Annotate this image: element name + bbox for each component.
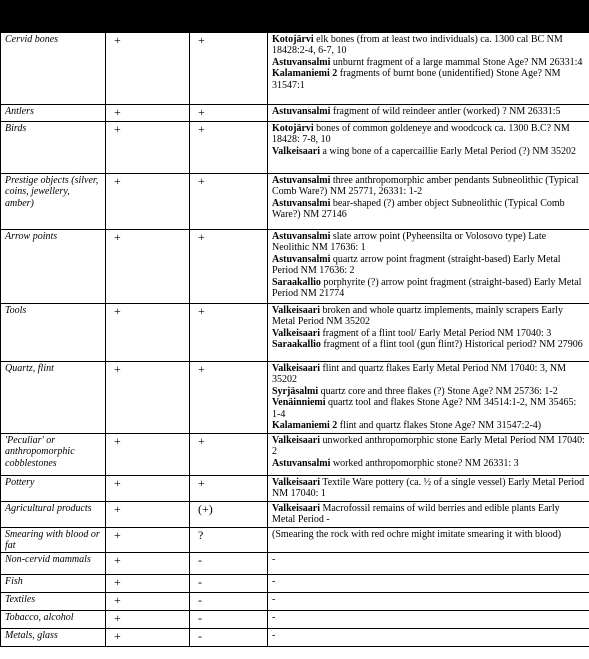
site-name: Astuvansalmi bbox=[272, 106, 331, 117]
category-cell: Antlers bbox=[1, 105, 106, 122]
category-cell: Smearing with blood or fat bbox=[1, 527, 106, 553]
column-2-mark: + bbox=[106, 174, 190, 230]
find-entry bbox=[272, 612, 585, 623]
table-row bbox=[1, 611, 589, 629]
find-description: fragments of burnt bone (unidentified) Stone Age? NM 31547:1 bbox=[272, 68, 561, 91]
category-cell: Textiles bbox=[1, 593, 106, 611]
table-row bbox=[1, 304, 589, 362]
site-name: Kotojärvi bbox=[272, 34, 314, 45]
find-entry bbox=[272, 254, 585, 277]
find-entry bbox=[272, 305, 585, 328]
column-3-mark: + bbox=[190, 476, 268, 502]
find-description: quartz core and three flakes (?) Stone Age? NM 25736: 1-2 bbox=[318, 385, 558, 397]
category-cell: 'Peculiar' or anthropomorphic cobblestones bbox=[1, 434, 106, 476]
find-entry bbox=[272, 328, 585, 339]
column-2-mark: + bbox=[106, 122, 190, 174]
find-description: - bbox=[272, 612, 276, 624]
find-description: - bbox=[272, 576, 276, 588]
find-entry bbox=[272, 503, 585, 526]
category-cell: Metals, glass bbox=[1, 629, 106, 647]
column-2-mark: + bbox=[106, 611, 190, 629]
table-row bbox=[1, 501, 589, 527]
site-name: Valkeisaari bbox=[272, 305, 320, 316]
finds-cell bbox=[268, 362, 589, 434]
site-name: Saraakallio bbox=[272, 339, 321, 351]
category-cell: Arrow points bbox=[1, 230, 106, 304]
column-3-mark: + bbox=[190, 33, 268, 105]
header-cell-category bbox=[1, 1, 106, 33]
find-description: slate arrow point (Pyheensilta or Volosovo type) Late Neolithic NM 17636: 1 bbox=[272, 231, 547, 254]
table-body bbox=[1, 33, 589, 647]
column-2-mark: + bbox=[106, 501, 190, 527]
table-row bbox=[1, 105, 589, 122]
find-entry bbox=[272, 106, 585, 117]
find-description: Textile Ware pottery (ca. ½ of a single vessel) Early Metal Period NM 17040: 1 bbox=[272, 477, 585, 500]
category-cell: Tobacco, alcohol bbox=[1, 611, 106, 629]
site-name: Kotojärvi bbox=[272, 123, 314, 134]
column-2-mark: + bbox=[106, 434, 190, 476]
category-cell: Cervid bones bbox=[1, 33, 106, 105]
find-description: - bbox=[272, 554, 276, 566]
site-name: Astuvansalmi bbox=[272, 197, 331, 209]
category-cell: Fish bbox=[1, 575, 106, 593]
column-3-mark: + bbox=[190, 230, 268, 304]
finds-cell bbox=[268, 553, 589, 575]
column-3-mark: (+) bbox=[190, 501, 268, 527]
column-3-mark: - bbox=[190, 593, 268, 611]
column-2-mark: + bbox=[106, 527, 190, 553]
table-row bbox=[1, 629, 589, 647]
find-entry bbox=[272, 198, 585, 221]
column-3-mark: ? bbox=[190, 527, 268, 553]
find-description: - bbox=[272, 594, 276, 606]
finds-cell bbox=[268, 593, 589, 611]
finds-cell bbox=[268, 501, 589, 527]
find-description: quartz tool and flakes Stone Age? NM 34514:1-2, NM 35465: 1-4 bbox=[272, 397, 577, 420]
site-name: Valkeisaari bbox=[272, 477, 320, 488]
column-2-mark: + bbox=[106, 33, 190, 105]
find-description: broken and whole quartz implements, mainly scrapers Early Metal Period NM 35202 bbox=[272, 305, 563, 328]
find-description: a wing bone of a capercaillie Early Metal Period (?) NM 35202 bbox=[319, 145, 576, 157]
table-row bbox=[1, 33, 589, 105]
find-description: fragment of wild reindeer antler (worked) ? NM 26331:5 bbox=[330, 106, 561, 117]
site-name: Valkeisaari bbox=[272, 145, 320, 157]
finds-cell bbox=[268, 33, 589, 105]
header-cell-column-3 bbox=[190, 1, 268, 33]
find-entry bbox=[272, 34, 585, 57]
find-description: three anthropomorphic amber pendants Subneolithic (Typical Comb Ware?) NM 25771, 26331: 1-2 bbox=[272, 175, 579, 198]
header-cell-column-2 bbox=[106, 1, 190, 33]
column-3-mark: + bbox=[190, 362, 268, 434]
column-2-mark: + bbox=[106, 629, 190, 647]
column-2-mark: + bbox=[106, 553, 190, 575]
find-entry bbox=[272, 594, 585, 605]
column-3-mark: - bbox=[190, 629, 268, 647]
find-entry bbox=[272, 146, 585, 157]
find-description: Macrofossil remains of wild berries and edible plants Early Metal Period - bbox=[272, 502, 560, 526]
find-entry bbox=[272, 363, 585, 386]
find-entry bbox=[272, 397, 585, 420]
column-3-mark: - bbox=[190, 611, 268, 629]
find-description: quartz arrow point fragment (straight-based) Early Metal Period NM 17636: 2 bbox=[272, 253, 561, 277]
table-row bbox=[1, 553, 589, 575]
column-3-mark: + bbox=[190, 105, 268, 122]
find-entry bbox=[272, 277, 585, 300]
finds-cell bbox=[268, 230, 589, 304]
find-description: worked anthropomorphic stone? NM 26331: 3 bbox=[330, 457, 519, 469]
finds-cell bbox=[268, 527, 589, 553]
table-header bbox=[1, 1, 589, 33]
find-description: flint and quartz flakes Early Metal Period NM 17040: 3, NM 35202 bbox=[272, 363, 567, 386]
table-row bbox=[1, 362, 589, 434]
table-row bbox=[1, 575, 589, 593]
site-name: Astuvansalmi bbox=[272, 56, 331, 68]
table-row bbox=[1, 434, 589, 476]
finds-cell bbox=[268, 122, 589, 174]
site-name: Valkeisaari bbox=[272, 435, 320, 446]
find-entry bbox=[272, 123, 585, 146]
site-name: Venäinniemi bbox=[272, 397, 326, 409]
table-row bbox=[1, 174, 589, 230]
category-cell: Tools bbox=[1, 304, 106, 362]
finds-cell bbox=[268, 611, 589, 629]
column-2-mark: + bbox=[106, 105, 190, 122]
header-cell-finds bbox=[268, 1, 589, 33]
finds-cell bbox=[268, 575, 589, 593]
category-cell: Prestige objects (silver, coins, jewellery, amber) bbox=[1, 174, 106, 230]
column-2-mark: + bbox=[106, 476, 190, 502]
find-entry bbox=[272, 68, 585, 91]
find-entry bbox=[272, 576, 585, 587]
column-2-mark: + bbox=[106, 230, 190, 304]
table-row bbox=[1, 476, 589, 502]
column-3-mark: - bbox=[190, 553, 268, 575]
finds-cell bbox=[268, 105, 589, 122]
column-2-mark: + bbox=[106, 304, 190, 362]
site-name: Valkeisaari bbox=[272, 327, 320, 339]
column-2-mark: + bbox=[106, 575, 190, 593]
find-entry bbox=[272, 231, 585, 254]
site-name: Kalamaniemi 2 bbox=[272, 420, 338, 432]
finds-cell bbox=[268, 434, 589, 476]
category-cell: Pottery bbox=[1, 476, 106, 502]
find-description: elk bones (from at least two individuals) ca. 1300 cal BC NM 18428:2-4, 6-7, 10 bbox=[272, 34, 563, 57]
table-row bbox=[1, 593, 589, 611]
find-description: flint and quartz flakes Stone Age? NM 31547:2-4) bbox=[337, 420, 542, 432]
finds-cell bbox=[268, 174, 589, 230]
find-entry bbox=[272, 420, 585, 431]
site-name: Astuvansalmi bbox=[272, 175, 331, 186]
category-cell: Quartz, flint bbox=[1, 362, 106, 434]
find-description: bones of common goldeneye and woodcock ca. 1300 B.C? NM 18428: 7-8, 10 bbox=[272, 123, 570, 146]
column-3-mark: + bbox=[190, 174, 268, 230]
site-name: Astuvansalmi bbox=[272, 457, 331, 469]
find-entry bbox=[272, 554, 585, 565]
site-name: Saraakallio bbox=[272, 276, 321, 288]
column-3-mark: + bbox=[190, 434, 268, 476]
find-description: unworked anthropomorphic stone Early Metal Period NM 17040: 2 bbox=[272, 435, 585, 458]
column-2-mark: + bbox=[106, 593, 190, 611]
column-3-mark: + bbox=[190, 304, 268, 362]
finds-cell bbox=[268, 304, 589, 362]
find-entry bbox=[272, 57, 585, 68]
find-entry bbox=[272, 477, 585, 500]
find-entry bbox=[272, 386, 585, 397]
category-cell: Agricultural products bbox=[1, 501, 106, 527]
table-row bbox=[1, 527, 589, 553]
find-description: bear-shaped (?) amber object Subneolithic (Typical Comb Ware?) NM 27146 bbox=[272, 197, 565, 221]
find-entry bbox=[272, 175, 585, 198]
site-name: Kalamaniemi 2 bbox=[272, 68, 338, 80]
find-entry bbox=[272, 339, 585, 350]
category-cell: Birds bbox=[1, 122, 106, 174]
column-3-mark: - bbox=[190, 575, 268, 593]
site-name: Astuvansalmi bbox=[272, 253, 331, 265]
site-name: Syrjäsalmi bbox=[272, 385, 319, 397]
site-name: Astuvansalmi bbox=[272, 231, 331, 242]
find-entry bbox=[272, 630, 585, 641]
table-row bbox=[1, 122, 589, 174]
table-row bbox=[1, 230, 589, 304]
finds-cell bbox=[268, 629, 589, 647]
column-3-mark: + bbox=[190, 122, 268, 174]
find-description: (Smearing the rock with red ochre might imitate smearing it with blood) bbox=[272, 528, 562, 540]
site-name: Valkeisaari bbox=[272, 363, 320, 374]
find-entry bbox=[272, 458, 585, 469]
find-entry bbox=[272, 529, 585, 540]
column-2-mark: + bbox=[106, 362, 190, 434]
find-description: unburnt fragment of a large mammal Stone Age? NM 26331:4 bbox=[330, 56, 583, 68]
find-description: porphyrite (?) arrow point fragment (straight-based) Early Metal Period NM 21774 bbox=[272, 276, 582, 300]
find-description: fragment of a flint tool/ Early Metal Period NM 17040: 3 bbox=[319, 327, 552, 339]
site-name: Valkeisaari bbox=[272, 502, 320, 514]
find-entry bbox=[272, 435, 585, 458]
finds-cell bbox=[268, 476, 589, 502]
category-cell: Non-cervid mammals bbox=[1, 553, 106, 575]
find-description: fragment of a flint tool (gun flint?) Historical period? NM 27906 bbox=[320, 339, 583, 351]
find-description: - bbox=[272, 630, 276, 642]
